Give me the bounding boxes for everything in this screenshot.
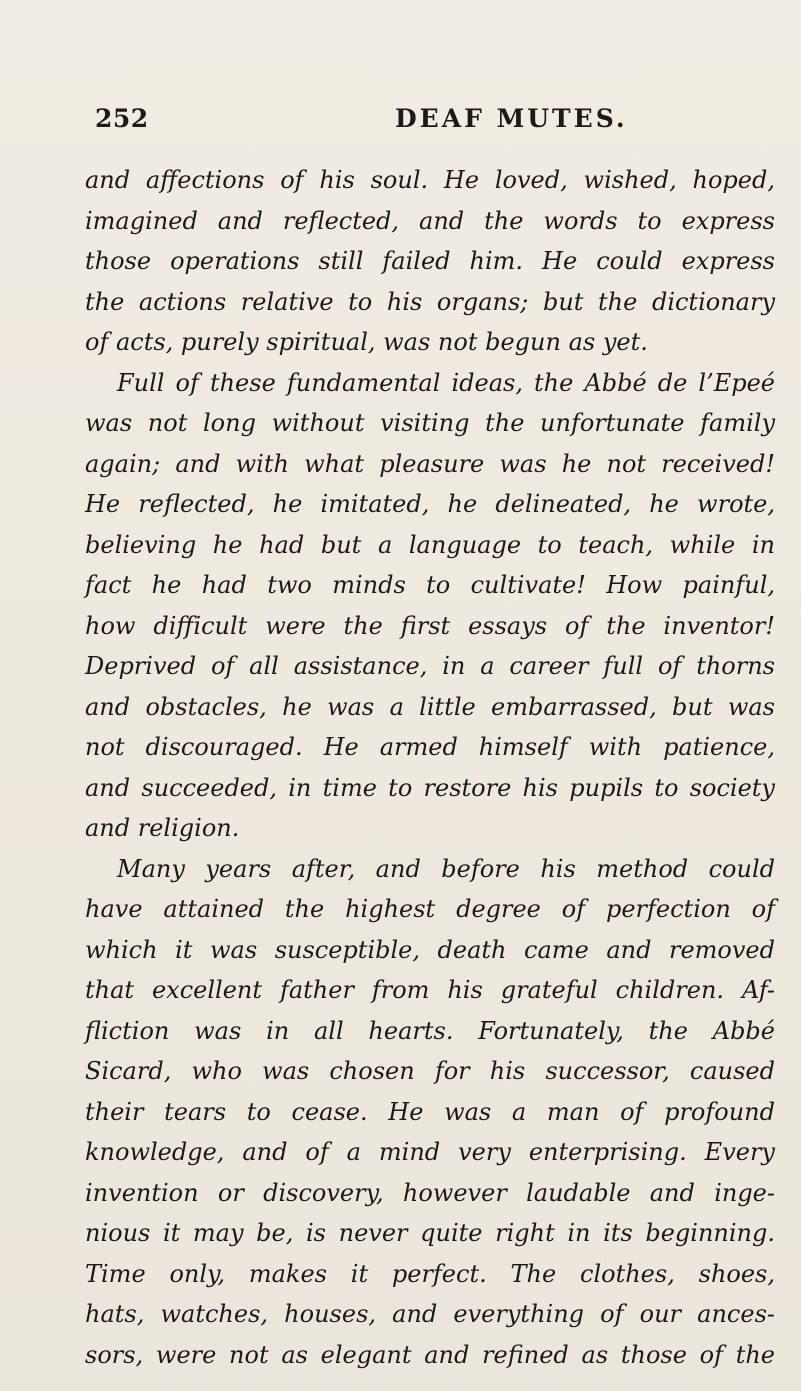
text-line: not discouraged. He armed himself with patience, <box>85 733 775 761</box>
text-line: fliction was in all hearts. Fortunately, the Abbé <box>85 1016 775 1045</box>
page-number: 252 <box>95 104 149 133</box>
text-line: again; and with what pleasure was he not received! <box>85 449 775 478</box>
text-line: the actions relative to his organs; but the dictionary <box>85 287 775 316</box>
text-line: and religion. <box>85 814 240 842</box>
text-line: nious it may be, is never quite right in its beginning. <box>85 1219 775 1247</box>
running-title: DEAF MUTES. <box>395 104 628 133</box>
text-line: their tears to cease. He was a man of profound <box>85 1097 775 1126</box>
paragraph-start-line: Full of these fundamental ideas, the Abbé de l’Epeé <box>117 368 775 397</box>
text-line: and affections of his soul. He loved, wished, hoped, <box>85 166 775 194</box>
text-line: and obstacles, he was a little embarrassed, but was <box>85 692 775 721</box>
text-line: which it was susceptible, death came and removed <box>85 935 775 964</box>
text-line: knowledge, and of a mind very enterprising. Every <box>85 1138 775 1166</box>
text-line: hats, watches, houses, and everything of our ances- <box>85 1300 775 1328</box>
page-header <box>95 104 785 134</box>
text-line: invention or discovery, however laudable and inge- <box>85 1178 775 1207</box>
text-line: imagined and reflected, and the words to express <box>85 206 775 235</box>
text-line: those operations still failed him. He could express <box>85 247 775 275</box>
body-text <box>85 160 775 1375</box>
paragraph-start-line: Many years after, and before his method could <box>117 854 775 883</box>
text-line: Sicard, who was chosen for his successor, caused <box>85 1057 775 1085</box>
text-line: and succeeded, in time to restore his pupils to society <box>85 773 775 802</box>
text-line: He reflected, he imitated, he delineated, he wrote, <box>85 490 775 518</box>
text-line: that excellent father from his grateful children. Af- <box>85 976 775 1004</box>
text-line: how difficult were the first essays of the inventor! <box>85 611 775 640</box>
text-line: have attained the highest degree of perfection of <box>85 895 775 923</box>
text-line: Deprived of all assistance, in a career full of thorns <box>85 652 775 680</box>
text-line: believing he had but a language to teach, while in <box>85 530 775 559</box>
text-line: Time only, makes it perfect. The clothes, shoes, <box>85 1259 775 1288</box>
text-line: was not long without visiting the unfortunate family <box>85 409 775 437</box>
text-line: of acts, purely spiritual, was not begun as yet. <box>85 328 648 356</box>
text-line: sors, were not as elegant and refined as those of the <box>85 1340 775 1369</box>
text-line: fact he had two minds to cultivate! How painful, <box>85 571 775 599</box>
